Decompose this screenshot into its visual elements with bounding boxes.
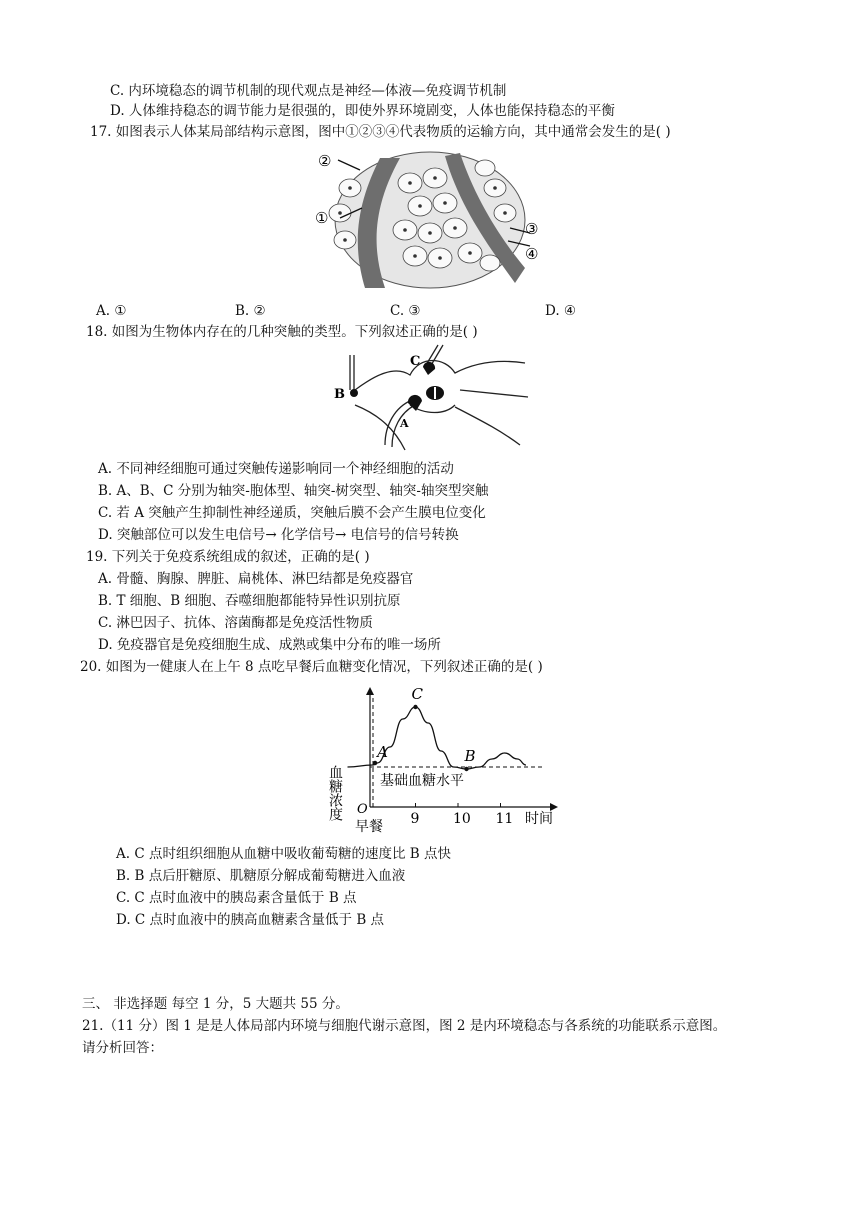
q16-option-c: C. 内环境稳态的调节机制的现代观点是神经—体液—免疫调节机制 bbox=[110, 83, 507, 99]
q17-figure bbox=[310, 148, 550, 293]
q18-option-a: A. 不同神经细胞可通过突触传递影响同一个神经细胞的活动 bbox=[98, 461, 454, 477]
q20-option-c: C. C 点时血液中的胰岛素含量低于 B 点 bbox=[116, 890, 357, 906]
q20-chart bbox=[327, 685, 565, 835]
point-a bbox=[373, 761, 377, 765]
q20-option-b: B. B 点后肝糖原、肌糖原分解成葡萄糖进入血液 bbox=[116, 868, 406, 884]
origin-label: O bbox=[357, 802, 368, 817]
q17-option-d: D. ④ bbox=[545, 303, 577, 319]
q21-stem: 21.（11 分）图 1 是是人体局部内环境与细胞代谢示意图，图 2 是内环境稳态与各系统的功能联系示意图。 bbox=[82, 1018, 727, 1034]
q16-option-d: D. 人体维持稳态的调节能力是很强的，即使外界环境剧变，人体也能保持稳态的平衡 bbox=[110, 103, 615, 119]
q19-option-a: A. 骨髓、胸腺、脾脏、扁桃体、淋巴结都是免疫器官 bbox=[98, 571, 414, 587]
q19-option-d: D. 免疫器官是免疫细胞生成、成熟或集中分布的唯一场所 bbox=[98, 637, 441, 653]
fig18-label-b: B bbox=[334, 387, 345, 402]
q19-stem: 19. 下列关于免疫系统组成的叙述，正确的是( ) bbox=[86, 549, 370, 565]
q19-option-c: C. 淋巴因子、抗体、溶菌酶都是免疫活性物质 bbox=[98, 615, 373, 631]
point-b bbox=[464, 767, 468, 771]
q18-figure bbox=[330, 345, 530, 453]
x-axis-arrow bbox=[550, 803, 558, 811]
fig18-label-c: C bbox=[410, 354, 421, 369]
x-tick-label: 9 bbox=[410, 811, 420, 827]
point-label-c: C bbox=[411, 685, 423, 703]
fig17-label-4: ④ bbox=[525, 245, 539, 263]
point-label-b: B bbox=[464, 747, 476, 765]
q20-stem: 20. 如图为一健康人在上午 8 点吃早餐后血糖变化情况，下列叙述正确的是( ) bbox=[80, 659, 543, 675]
q17-option-a: A. ① bbox=[96, 303, 127, 319]
q20-option-d: D. C 点时血液中的胰高血糖素含量低于 B 点 bbox=[116, 912, 385, 928]
point-label-a: A bbox=[377, 743, 388, 761]
fig17-label-1: ① bbox=[315, 209, 329, 227]
q19-option-b: B. T 细胞、B 细胞、吞噬细胞都能特异性识别抗原 bbox=[98, 593, 401, 609]
q17-stem: 17. 如图表示人体某局部结构示意图，图中①②③④代表物质的运输方向，其中通常会发生的是( ) bbox=[90, 124, 671, 140]
fig17-label-2: ② bbox=[318, 152, 332, 170]
x-axis-label: 时间 bbox=[525, 811, 553, 827]
q18-stem: 18. 如图为生物体内存在的几种突触的类型。下列叙述正确的是( ) bbox=[86, 324, 478, 340]
baseline-label: 基础血糖水平 bbox=[380, 773, 464, 789]
meal-label: 早餐 bbox=[355, 819, 383, 835]
fig17-label-3: ③ bbox=[525, 220, 539, 238]
q17-option-b: B. ② bbox=[235, 303, 266, 319]
q18-option-b: B. A、B、C 分别为轴突-胞体型、轴突-树突型、轴突-轴突型突触 bbox=[98, 483, 489, 499]
fig18-label-a: A bbox=[400, 417, 409, 430]
section-3-heading: 三、 非选择题 每空 1 分，5 大题共 55 分。 bbox=[82, 996, 349, 1012]
q20-option-a: A. C 点时组织细胞从血糖中吸收葡萄糖的速度比 B 点快 bbox=[116, 846, 451, 862]
y-axis-label: 血糖浓度 bbox=[327, 765, 343, 821]
y-axis-arrow bbox=[366, 687, 374, 695]
q21-prompt: 请分析回答： bbox=[82, 1040, 163, 1056]
q18-option-c: C. 若 A 突触产生抑制性神经递质，突触后膜不会产生膜电位变化 bbox=[98, 505, 486, 521]
q17-option-c: C. ③ bbox=[390, 303, 421, 319]
x-tick-label: 11 bbox=[495, 811, 514, 827]
q18-option-d: D. 突触部位可以发生电信号→ 化学信号→ 电信号的信号转换 bbox=[98, 527, 459, 543]
x-tick-label: 10 bbox=[453, 811, 471, 827]
point-c bbox=[413, 705, 417, 709]
glucose-curve bbox=[348, 707, 527, 769]
